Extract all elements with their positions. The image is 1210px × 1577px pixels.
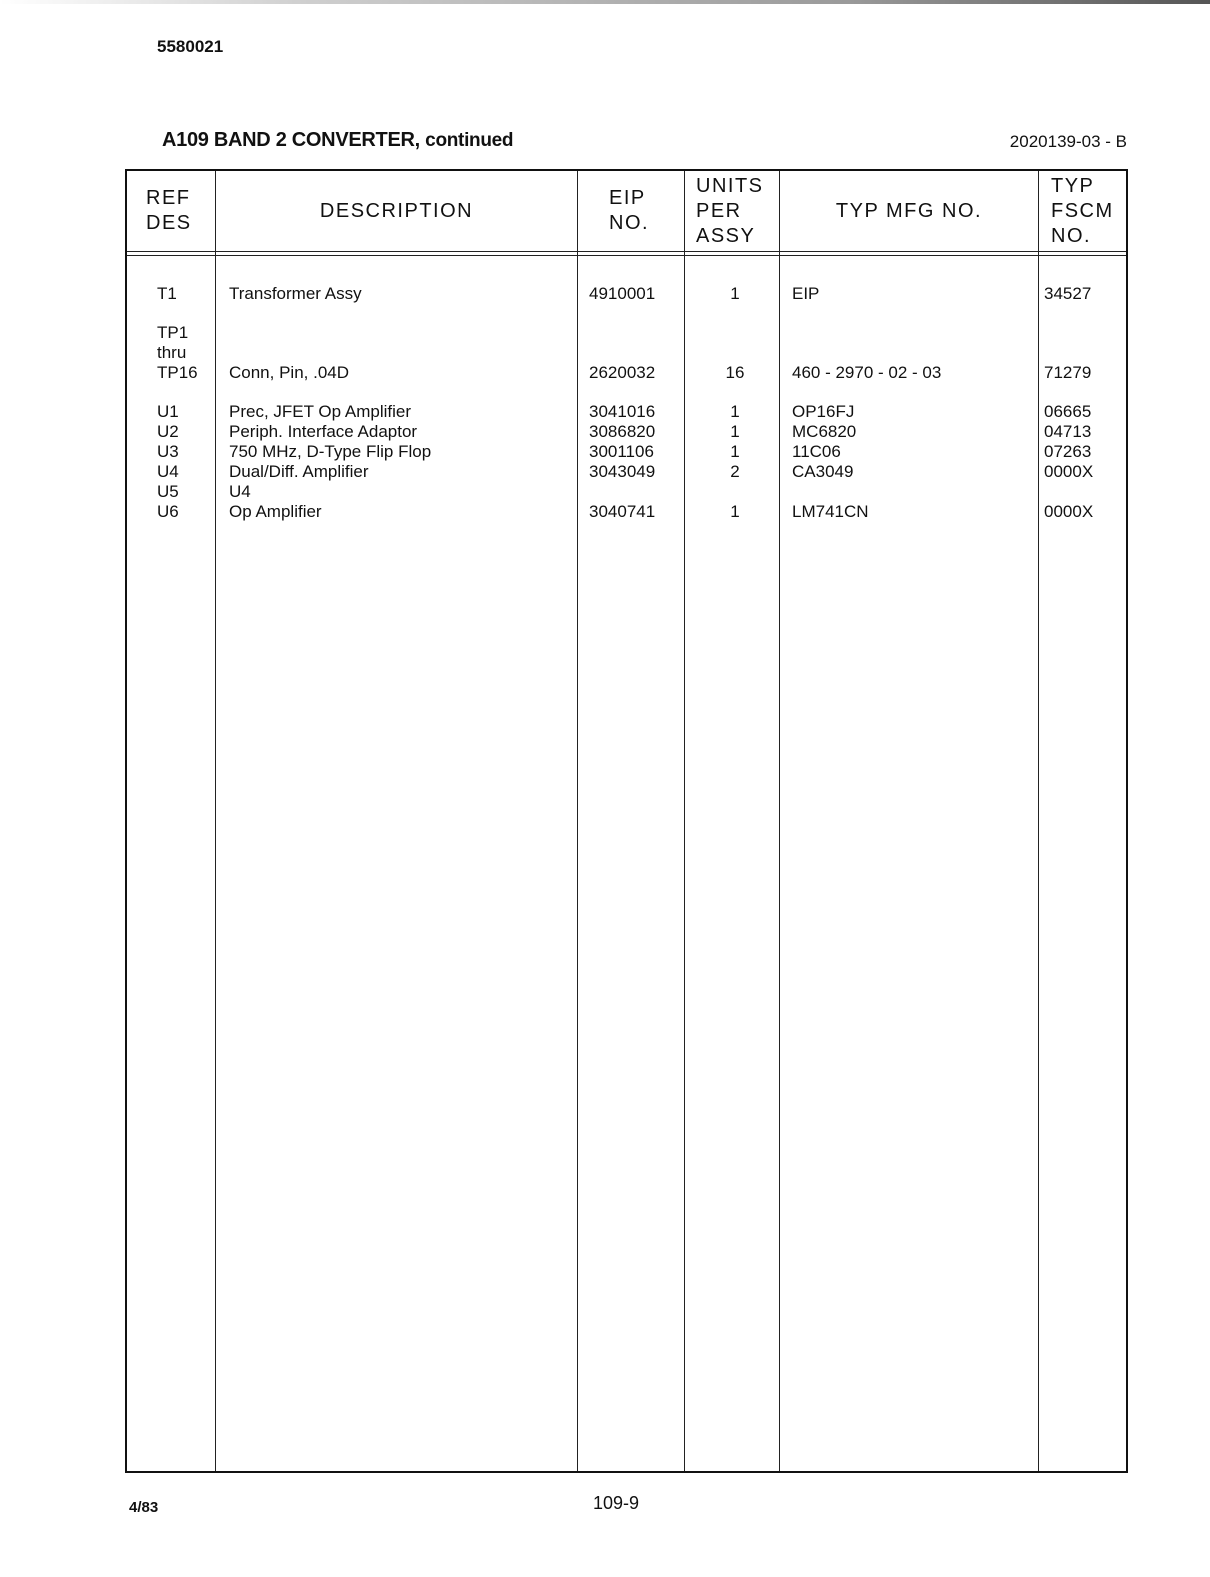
- fscm-cell: 04713: [1044, 422, 1092, 441]
- description-cell: 750 MHz, D-Type Flip Flop: [229, 442, 432, 461]
- mfg-no-cell: MC6820: [792, 422, 857, 441]
- table-row: [127, 343, 1130, 363]
- table-row: [127, 323, 1130, 343]
- header-ref-des: REF DES: [146, 187, 192, 234]
- eip-no-cell: 2620032: [589, 363, 656, 382]
- fscm-cell: 06665: [1044, 402, 1092, 421]
- mfg-no-cell: OP16FJ: [792, 402, 855, 421]
- mfg-no-cell: EIP: [792, 284, 820, 303]
- units-cell: 16: [725, 363, 745, 382]
- table-row: [127, 482, 1130, 502]
- ref-des-cell: U1: [157, 402, 179, 421]
- description-cell: U4: [229, 482, 251, 501]
- description-cell: Periph. Interface Adaptor: [229, 422, 418, 441]
- header-typ-fscm-no: TYP FSCM NO.: [1051, 174, 1114, 247]
- fscm-cell: 0000X: [1044, 462, 1094, 481]
- description-cell: Transformer Assy: [229, 284, 362, 303]
- eip-no-cell: 3040741: [589, 502, 656, 521]
- eip-no-cell: 3043049: [589, 462, 656, 481]
- header-eip-no: EIP NO.: [609, 187, 650, 234]
- ref-des-cell: U6: [157, 502, 179, 521]
- drawing-number: 2020139-03 - B: [1009, 132, 1127, 151]
- units-cell: 2: [730, 462, 740, 481]
- header-separator: [127, 251, 1126, 256]
- units-cell: 1: [730, 502, 740, 521]
- table-row: [127, 422, 1130, 442]
- units-cell: 1: [730, 284, 740, 303]
- eip-no-cell: 3041016: [589, 402, 656, 421]
- eip-no-cell: 4910001: [589, 284, 656, 303]
- eip-no-cell: 3001106: [589, 442, 654, 461]
- table-row: [127, 284, 1130, 304]
- mfg-no-cell: CA3049: [792, 462, 854, 481]
- parts-list-table: [125, 169, 1128, 1473]
- table-row: [127, 502, 1130, 522]
- ref-des-cell: U2: [157, 422, 179, 441]
- units-cell: 1: [730, 402, 740, 421]
- fscm-cell: 0000X: [1044, 502, 1094, 521]
- ref-des-cell: T1: [157, 284, 177, 303]
- document-number: 5580021: [157, 37, 224, 56]
- description-cell: Dual/Diff. Amplifier: [229, 462, 369, 481]
- ref-des-cell: thru: [157, 343, 187, 362]
- ref-des-cell: TP16: [157, 363, 198, 382]
- ref-des-cell: U4: [157, 462, 179, 481]
- table-row: [127, 462, 1130, 482]
- scan-top-edge: [0, 0, 1210, 4]
- footer-page-number: 109-9: [593, 1493, 640, 1513]
- description-cell: Conn, Pin, .04D: [229, 363, 350, 382]
- fscm-cell: 71279: [1044, 363, 1092, 382]
- fscm-cell: 07263: [1044, 442, 1092, 461]
- description-cell: Op Amplifier: [229, 502, 322, 521]
- description-cell: Prec, JFET Op Amplifier: [229, 402, 412, 421]
- section-continued-label: continued: [425, 130, 514, 151]
- header-typ-mfg-no: TYP MFG NO.: [835, 199, 983, 222]
- ref-des-cell: TP1: [157, 323, 189, 342]
- header-units-per-assy: UNITS PER ASSY: [696, 174, 764, 247]
- footer-date: 4/83: [129, 1499, 159, 1516]
- mfg-no-cell: 11C06: [792, 442, 841, 461]
- ref-des-cell: U5: [157, 482, 179, 501]
- eip-no-cell: 3086820: [589, 422, 656, 441]
- fscm-cell: 34527: [1044, 284, 1092, 303]
- table-row: [127, 402, 1130, 422]
- section-title-text: A109 BAND 2 CONVERTER,: [162, 129, 420, 151]
- mfg-no-cell: LM741CN: [792, 502, 869, 521]
- ref-des-cell: U3: [157, 442, 179, 461]
- table-row: [127, 363, 1130, 383]
- table-row: [127, 442, 1130, 462]
- mfg-no-cell: 460 - 2970 - 02 - 03: [792, 363, 942, 382]
- section-title: [162, 129, 513, 152]
- units-cell: 1: [730, 442, 740, 461]
- header-description: DESCRIPTION: [319, 199, 474, 222]
- units-cell: 1: [730, 422, 740, 441]
